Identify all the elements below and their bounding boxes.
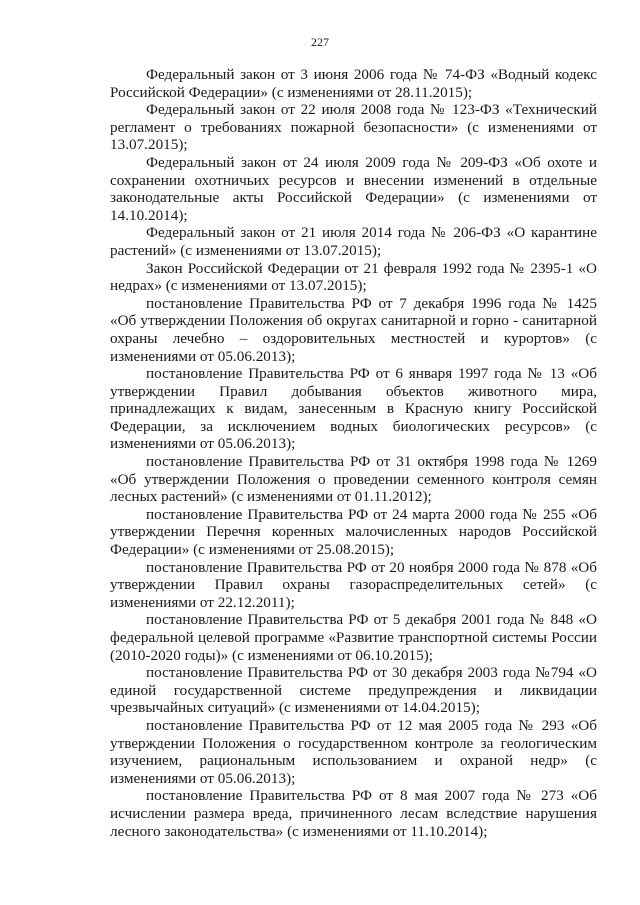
legal-acts-list	[110, 66, 597, 840]
paragraph-geological-control: постановление Правительства РФ от 12 мая 2005 года № 293 «Об утверждении Положения о государственном контроле за геологическим изучением, рациональным использованием и охраной недр» (с изменениями от 05.06.2013);	[110, 716, 597, 787]
paragraph-gas-networks: постановление Правительства РФ от 20 ноября 2000 года № 878 «Об утверждении Правил охраны газораспределительных сетей» (с изменениями от 22.12.2011);	[110, 558, 597, 611]
paragraph-subsoil-law: Закон Российской Федерации от 21 февраля 1992 года № 2395-1 «О недрах» (с изменениями от 13.07.2015);	[110, 259, 597, 295]
paragraph-fire-safety: Федеральный закон от 22 июля 2008 года № 123-ФЗ «Технический регламент о требованиях пожарной безопасности» (с изменениями от 13.07.2015);	[110, 101, 597, 154]
paragraph-indigenous-peoples: постановление Правительства РФ от 24 марта 2000 года № 255 «Об утверждении Перечня коренных малочисленных народов Российской Федерации» (с изменениями от 25.08.2015);	[110, 505, 597, 559]
paragraph-plant-quarantine: Федеральный закон от 21 июля 2014 года № 206-ФЗ «О карантине растений» (с изменениями от 13.07.2015);	[110, 224, 597, 259]
paragraph-seed-control: постановление Правительства РФ от 31 октября 1998 года № 1269 «Об утверждении Положения о проведении семенного контроля семян лесных растений» (с изменениями от 01.11.2012);	[110, 453, 597, 506]
paragraph-water-code: Федеральный закон от 3 июня 2006 года № 74-ФЗ «Водный кодекс Российской Федерации» (с изменениями от 28.11.2015);	[110, 66, 597, 101]
paragraph-resort-protection: постановление Правительства РФ от 7 декабря 1996 года № 1425 «Об утверждении Положения об округах санитарной и горно - санитарной охраны лечебно – оздоровительных местностей и курортов» (с изменениями от 05.06.2013);	[110, 294, 597, 365]
page-number: 227	[311, 35, 329, 49]
paragraph-hunting: Федеральный закон от 24 июля 2009 года № 209-ФЗ «Об охоте и сохранении охотничьих ресурсов и внесении изменений в отдельные законодательные акты Российской Федерации» (с изменениями от 14.10.2014);	[110, 153, 597, 224]
paragraph-transport-program: постановление Правительства РФ от 5 декабря 2001 года № 848 «О федеральной целевой программе «Развитие транспортной системы России (2010-2020 годы)» (с изменениями от 06.10.2015);	[110, 611, 597, 664]
paragraph-forest-damage: постановление Правительства РФ от 8 мая 2007 года № 273 «Об исчислении размера вреда, причиненного лесам вследствие нарушения лесного законодательства» (с изменениями от 11.10.2014);	[110, 787, 597, 840]
paragraph-emergency-system: постановление Правительства РФ от 30 декабря 2003 года №794 «О единой государственной системе предупреждения и ликвидации чрезвычайных ситуаций» (с изменениями от 14.04.2015);	[110, 664, 597, 717]
paragraph-red-book-animals: постановление Правительства РФ от 6 января 1997 года № 13 «Об утверждении Правил добывания объектов животного мира, принадлежащих к видам, занесенным в Красную книгу Российской Федерации, за исключением водных биологических ресурсов» (с изменениями от 05.06.2013);	[110, 365, 597, 453]
